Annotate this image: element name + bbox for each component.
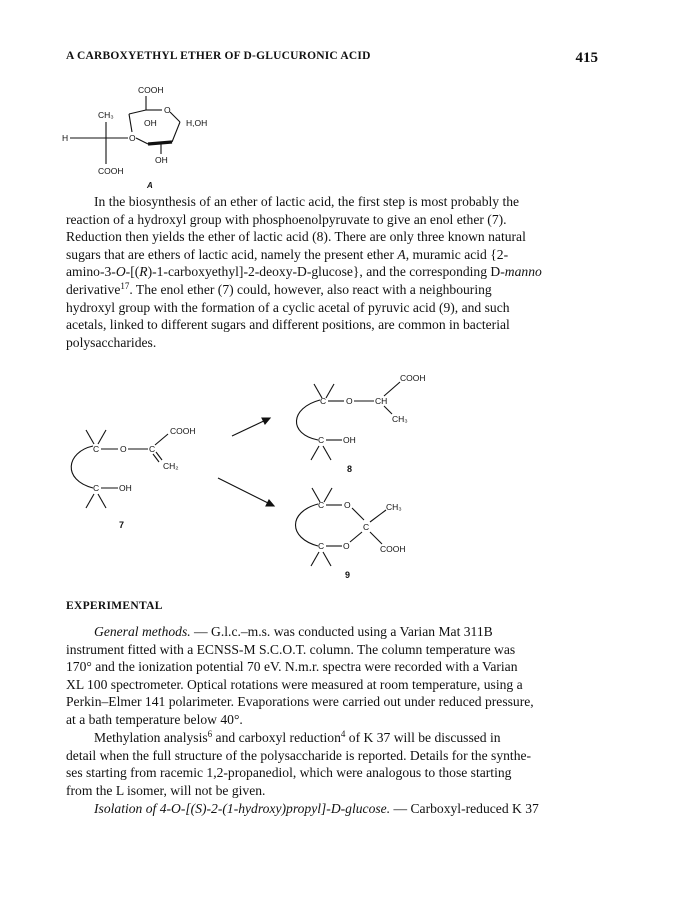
bond [384,382,400,396]
text-line: XL 100 spectrometer. Optical rotations were measured at room temperature, using a [66,676,523,692]
oh-ring-label: OH [144,118,157,128]
text-line: derivative [66,281,121,297]
bond [326,384,334,398]
text-line: 170° and the ionization potential 70 eV. N.m.r. spectra were recorded with a Varian [66,659,518,675]
cooh9-label: COOH [380,544,406,554]
cooh-top-label: COOH [138,85,164,95]
reference-superscript: 6 [207,729,213,739]
oh7-label: OH [119,483,132,493]
link-oxygen-label: O [129,133,136,143]
text-line: sugars that are ethers of lactic acid, namely the present ether [66,246,398,262]
ch3-label: CH₃ [98,110,114,120]
text-line: of K 37 will be discussed in [345,730,501,745]
paragraph-methylation [66,729,598,799]
arrow-to-9 [218,478,274,506]
italic-r: R [139,264,148,280]
text-line: from the L isomer, will not be given. [66,782,266,798]
arrowhead [266,500,274,506]
reference-superscript: 17 [120,280,130,291]
bond [136,138,148,144]
text-line: -[( [125,264,140,280]
text-line: and carboxyl reduction [212,730,341,745]
label-7: 7 [119,520,125,530]
o9-top-label: O [344,500,351,510]
c7-bottom-label: C [93,483,100,493]
text-line: In the biosynthesis of an ether of lactic acid, the first step is most probably the [94,194,520,209]
paragraph-title: Isolation of 4-O-[(S)-2-(1-hydroxy)propyl]-D-glucose. [94,801,391,816]
paragraph-title: General methods. [94,624,191,639]
paragraph-biosynthesis [66,193,598,351]
text-line: reaction of a hydroxyl group with phosphoenolpyruvate to give an enol ether (7). [66,211,507,227]
ch2-label: CH₂ [163,461,179,471]
running-header [66,50,598,70]
ch8-label: CH [375,396,388,406]
structure-a-figure [56,82,236,192]
cooh-bottom-label: COOH [98,166,124,176]
bond [323,552,331,566]
structure-a-caption: A [147,181,153,190]
italic-o: O [115,264,126,280]
text-line: at a bath temperature below 40°. [66,711,243,727]
text-line: Reduction then yields the ether of lactic acid (8). There are only three known natural [66,229,526,245]
text-line: instrument fitted with a ECNSS-M S.C.O.T. column. The column temperature was [66,641,516,657]
c9-bottom-label: C [318,541,325,551]
bond [352,508,364,520]
cooh8-label: COOH [400,373,426,383]
o8-label: O [346,396,353,406]
c8-top-label: C [320,396,327,406]
page-number: 415 [575,50,598,66]
bond [311,446,319,460]
bond [86,430,94,444]
o9-bottom-label: O [343,541,350,551]
bond [129,114,132,132]
bond [350,532,362,542]
paragraph-isolation [66,800,598,818]
section-heading-experimental: EXPERIMENTAL [66,600,163,612]
ring-arc [296,400,320,440]
c7-top-label: C [93,444,100,454]
label-8: 8 [347,464,353,474]
ring-arc [296,504,319,546]
c8-bottom-label: C [318,435,325,445]
text-line: detail when the full structure of the polysaccharide is reported. Details for the synthe- [66,747,532,763]
c9-top-label: C [318,500,325,510]
compound-8 [296,373,425,474]
ch3-9-label: CH₃ [386,502,402,512]
reaction-scheme [56,368,456,586]
ring-arc [71,446,93,488]
ch3-8-label: CH₃ [392,414,408,424]
bond [155,434,168,445]
paragraph-general-methods [66,623,598,729]
reference-superscript: 4 [340,729,346,739]
bond [384,406,392,414]
anomeric-label: H,OH [186,118,208,128]
ether-symbol: A [397,246,406,262]
text-line: — Carboxyl-reduced K 37 [390,801,539,816]
bond [170,112,180,122]
bond [370,532,382,544]
bond [324,488,332,502]
running-title: A CARBOXYETHYL ETHER OF D-GLUCURONIC ACID [66,50,371,62]
bond [323,446,331,460]
bond [86,494,94,508]
bold-ring-bond [148,142,172,144]
text-line: Perkin–Elmer 141 polarimeter. Evaporations were carried out under reduced pressure, [66,694,534,710]
label-9: 9 [345,570,351,580]
bond [172,122,180,142]
italic-manno: manno [504,264,542,280]
bond [98,494,106,508]
bond [98,430,106,444]
text-line: acetals, linked to different sugars and different positions, are common in bacterial [66,317,510,333]
text-line: . The enol ether (7) could, however, also react with a neighbouring [129,281,492,297]
text-line: Methylation analysis [94,730,208,745]
c9-acetal-label: C [363,522,370,532]
o7-label: O [120,444,127,454]
oh-bottom-label: OH [155,155,168,165]
compound-7 [71,426,195,530]
compound-9 [296,488,406,580]
text-line: polysaccharides. [66,334,157,350]
arrowhead [262,418,270,424]
text-line: )-1-carboxyethyl]-2-deoxy-D-glucose}, and the corresponding D- [147,264,505,280]
text-line: ses starting from racemic 1,2-propanediol, which were analogous to those starting [66,765,512,781]
ring-oxygen-label: O [164,105,171,115]
h-label: H [62,133,69,143]
bond [370,510,386,522]
text-line: hydroxyl group with the formation of a cyclic acetal of pyruvic acid (9), and such [66,299,510,315]
text-line: amino-3- [66,264,116,280]
oh8-label: OH [343,435,356,445]
c7-enol-label: C [149,444,156,454]
bond [311,552,319,566]
text-line: — G.l.c.–m.s. was conducted using a Varian Mat 311B [190,624,493,639]
cooh7-label: COOH [170,426,196,436]
text-line: , muramic acid {2- [405,246,509,262]
bond [129,110,146,114]
